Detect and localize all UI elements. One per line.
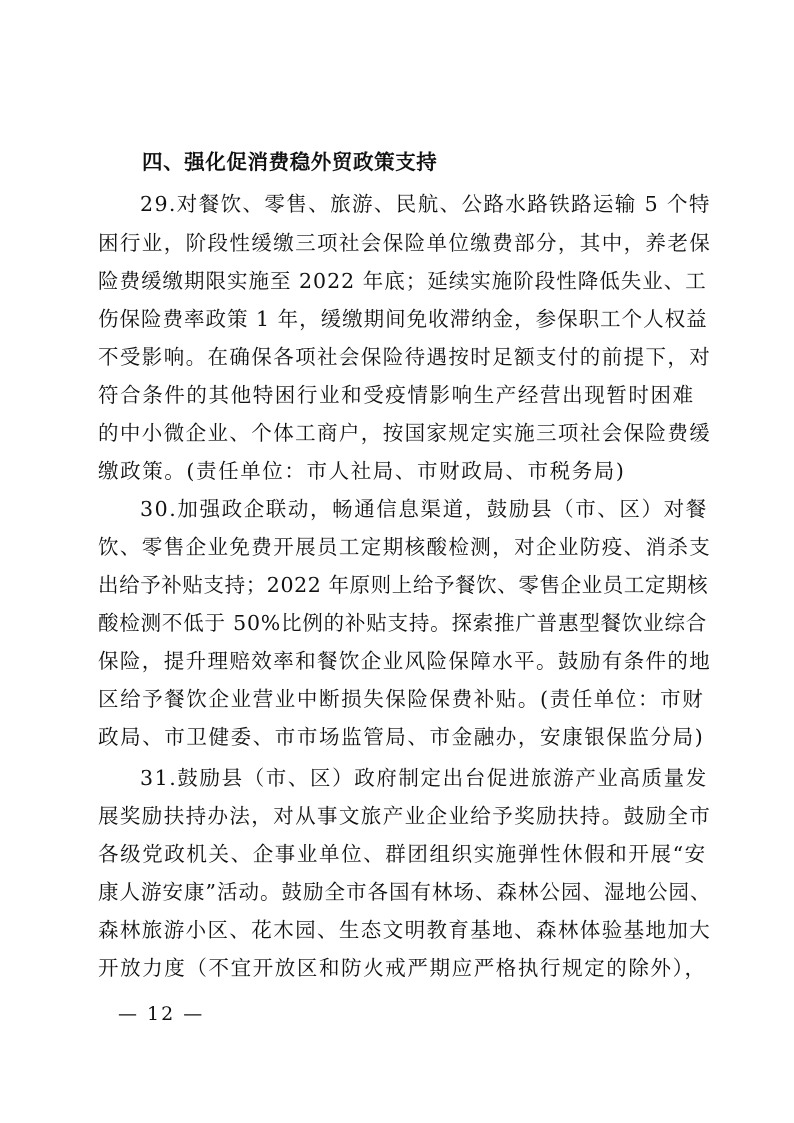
paragraph-29-line: 不受影响。在确保各项社会保险待遇按时足额支付的前提下，对 — [98, 345, 712, 369]
paragraph-30-line: 30.加强政企联动，畅通信息渠道，鼓励县（市、区）对餐 — [140, 497, 708, 521]
paragraph-31-line: 各级党政机关、企事业单位、群团组织实施弹性休假和开展“安 — [98, 842, 707, 866]
paragraph-31-line: 展奖励扶持办法，对从事文旅产业企业给予奖励扶持。鼓励全市 — [98, 804, 712, 828]
paragraph-31-line: 开放力度（不宜开放区和防火戒严期应严格执行规定的除外）， — [98, 956, 707, 980]
paragraph-29-line: 的中小微企业、个体工商户，按国家规定实施三项社会保险费缓 — [98, 421, 712, 445]
paragraph-29-line: 符合条件的其他特困行业和受疫情影响生产经营出现暂时困难 — [98, 383, 695, 407]
paragraph-30-line: 饮、零售企业免费开展员工定期核酸检测，对企业防疫、消杀支 — [98, 535, 712, 559]
paragraph-31-line: 森林旅游小区、花木园、生态文明教育基地、森林体验基地加大 — [98, 918, 712, 942]
paragraph-29-line: 伤保险费率政策 1 年，缓缴期间免收滞纳金，参保职工个人权益 — [98, 307, 708, 331]
paragraph-30-line: 酸检测不低于 50%比例的补贴支持。探索推广普惠型餐饮业综合 — [98, 611, 708, 635]
paragraph-30-line: 保险，提升理赔效率和餐饮企业风险保障水平。鼓励有条件的地 — [98, 649, 712, 673]
paragraph-29-line: 缴政策。(责任单位：市人社局、市财政局、市税务局) — [98, 459, 626, 483]
paragraph-29-line: 29.对餐饮、零售、旅游、民航、公路水路铁路运输 5 个特 — [140, 192, 711, 216]
paragraph-29-line: 困行业，阶段性缓缴三项社会保险单位缴费部分，其中，养老保 — [98, 231, 712, 255]
paragraph-30-line: 政局、市卫健委、市市场监管局、市金融办，安康银保监分局) — [98, 725, 705, 749]
page-number: — 12 — — [118, 1003, 205, 1025]
paragraph-31-line: 康人游安康”活动。鼓励全市各国有林场、森林公园、湿地公园、 — [98, 880, 712, 904]
paragraph-29-line: 险费缓缴期限实施至 2022 年底；延续实施阶段性降低失业、工 — [98, 269, 707, 293]
paragraph-31-line: 31.鼓励县（市、区）政府制定出台促进旅游产业高质量发 — [140, 766, 708, 790]
section-heading: 四、强化促消费稳外贸政策支持 — [142, 150, 438, 174]
paragraph-30-line: 出给予补贴支持；2022 年原则上给予餐饮、零售企业员工定期核 — [98, 573, 709, 597]
paragraph-30-line: 区给予餐饮企业营业中断损失保险保费补贴。(责任单位：市财 — [98, 687, 705, 711]
